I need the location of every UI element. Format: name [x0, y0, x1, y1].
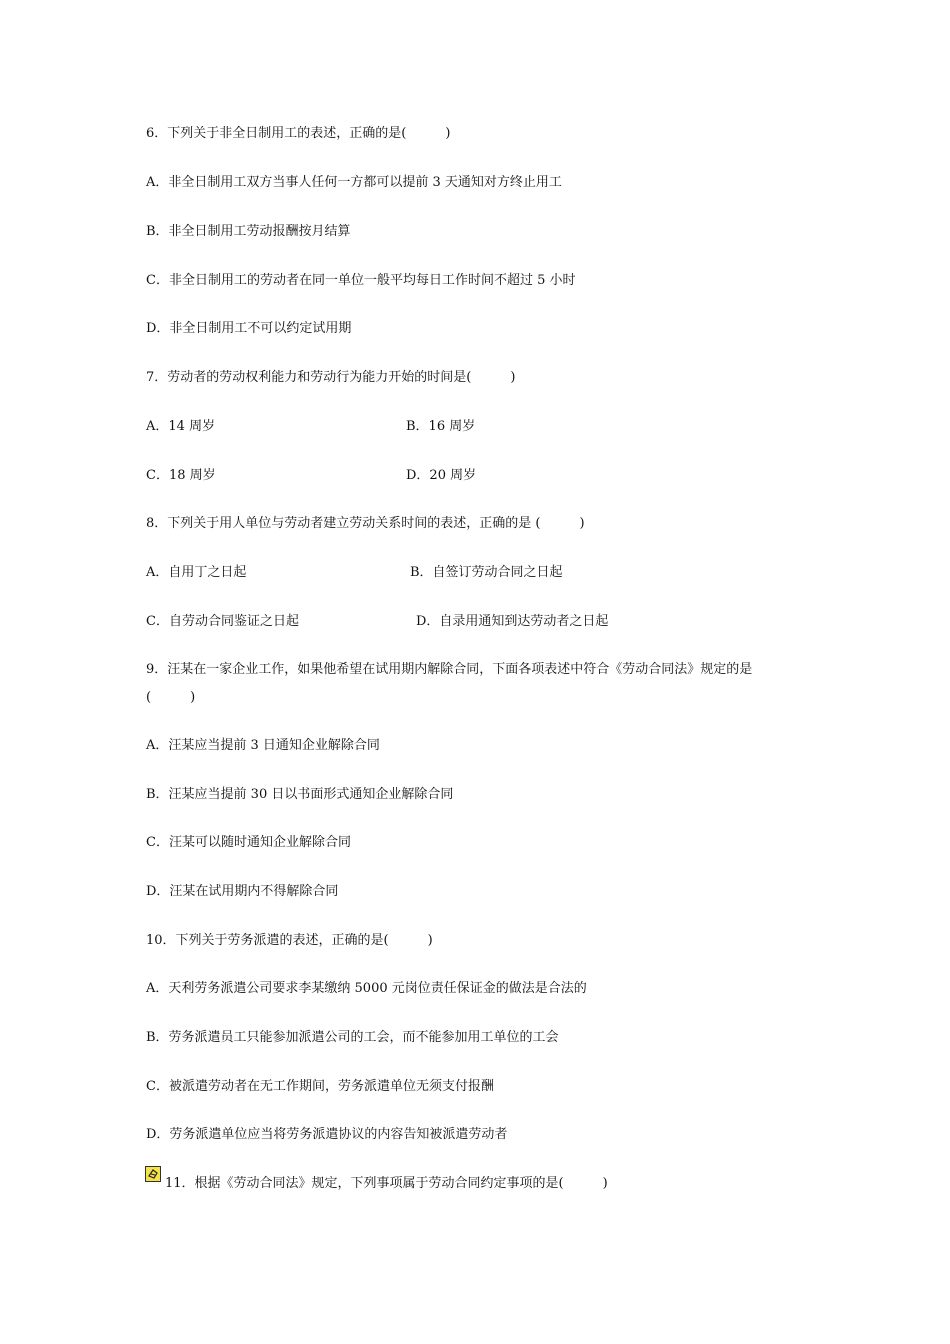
- question-10-option-a: A．天利劳务派遣公司要求李某缴纳 5000 元岗位责任保证金的做法是合法的: [146, 981, 587, 996]
- question-9-option-c: C．汪某可以随时通知企业解除合同: [146, 835, 351, 850]
- question-10-stem: 10．下列关于劳务派遣的表述，正确的是( ): [146, 933, 433, 948]
- question-9-stem-line1: 9．汪某在一家企业工作，如果他希望在试用期内解除合同，下面各项表述中符合《劳动合同法》规定的是: [146, 662, 753, 677]
- question-7-stem: 7．劳动者的劳动权利能力和劳动行为能力开始的时间是( ): [146, 370, 516, 385]
- question-10-option-c: C．被派遣劳动者在无工作期间，劳务派遣单位无须支付报酬: [146, 1079, 494, 1094]
- question-6-option-b: B．非全日制用工劳动报酬按月结算: [146, 224, 351, 239]
- question-6-option-c: C．非全日制用工的劳动者在同一单位一般平均每日工作时间不超过 5 小时: [146, 273, 576, 288]
- question-8-option-c: C．自劳动合同鉴证之日起: [146, 614, 299, 629]
- question-10-option-b: B．劳务派遣员工只能参加派遣公司的工会，而不能参加用工单位的工会: [146, 1030, 559, 1045]
- question-10-option-d: D．劳务派遣单位应当将劳务派遣协议的内容告知被派遣劳动者: [146, 1127, 508, 1142]
- question-9-option-a: A．汪某应当提前 3 日通知企业解除合同: [146, 738, 380, 753]
- question-9-option-b: B．汪某应当提前 30 日以书面形式通知企业解除合同: [146, 787, 454, 802]
- question-7-option-d: D．20 周岁: [406, 468, 477, 483]
- question-7-option-b: B．16 周岁: [406, 419, 476, 434]
- question-8-option-b: B．自签订劳动合同之日起: [410, 565, 563, 580]
- annotation-marker-icon: [145, 1166, 161, 1182]
- question-6-stem: 6．下列关于非全日制用工的表述，正确的是( ): [146, 126, 451, 141]
- question-8-option-d: D．自录用通知到达劳动者之日起: [416, 614, 609, 629]
- question-6-option-a: A．非全日制用工双方当事人任何一方都可以提前 3 天通知对方终止用工: [146, 175, 562, 190]
- question-9-stem-line2: ( ): [146, 690, 196, 705]
- question-7-option-a: A．14 周岁: [146, 419, 216, 434]
- question-9-option-d: D．汪某在试用期内不得解除合同: [146, 884, 339, 899]
- question-8-stem: 8．下列关于用人单位与劳动者建立劳动关系时间的表述，正确的是 ( ): [146, 516, 585, 531]
- question-6-option-d: D．非全日制用工不可以约定试用期: [146, 321, 352, 336]
- question-7-option-c: C．18 周岁: [146, 468, 216, 483]
- question-11-stem: 11．根据《劳动合同法》规定，下列事项属于劳动合同约定事项的是( ): [165, 1176, 608, 1191]
- question-8-option-a: A．自用丁之日起: [146, 565, 247, 580]
